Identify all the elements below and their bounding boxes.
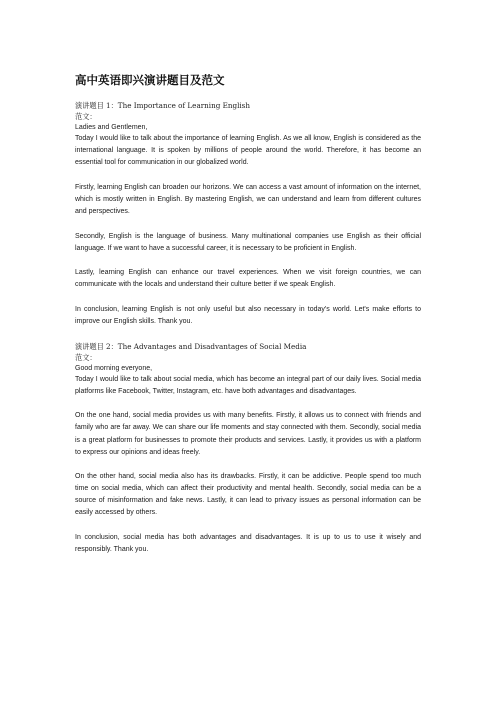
speech-heading: 演讲题目 1：The Importance of Learning English [75,101,250,110]
speech-greeting: Ladies and Gentlemen, [75,124,148,131]
speech-paragraph: Lastly, learning English can enhance our travel experiences. When we visit foreign countries, we can communicate with the locals and understand their culture better if we speak English. [75,269,421,289]
model-essay-label: 范文： [75,352,97,362]
speech-paragraph: In conclusion, social media has both advantages and disadvantages. It is up to us to use it wisely and responsibly. Thank you. [75,534,421,554]
speech-paragraph: Today I would like to talk about the importance of learning English. As we all know, English is considered as the international language. It is spoken by millions of people around the world. Therefore, it has become an essential tool for communication in our globalized world. [75,135,421,167]
document-page [75,72,421,569]
speech-section-2 [75,341,421,557]
speech-section-1 [75,100,421,328]
speech-paragraph: Firstly, learning English can broaden our horizons. We can access a vast amount of information on the internet, which is mostly written in English. By mastering English, we can understand and learn from different cultures and perspectives. [75,183,421,215]
document-title: 高中英语即兴演讲题目及范文 [75,73,225,87]
speech-paragraph: On the one hand, social media provides us with many benefits. Firstly, it allows us to connect with friends and family who are far away. We can share our life moments and stay connected with them. Secondly, social media is a great platform for businesses to promote their products and services. Lastly, it provides us with a platform to express our opinions and ideas freely. [75,412,421,456]
speech-paragraph: In conclusion, learning English is not only useful but also necessary in today's world. Let's make efforts to improve our English skills. Thank you. [75,305,421,326]
model-essay-label: 范文： [75,112,97,121]
speech-paragraph: On the other hand, social media also has its drawbacks. Firstly, it can be addictive. People spend too much time on social media, which can affect their productivity and mental health. Secondly, social media can be a source of misinformation and fake news. Lastly, it can lead to privacy issues as personal information can be easily accessed by others. [75,473,421,517]
speech-greeting: Good morning everyone, [75,364,153,372]
speech-paragraph: Secondly, English is the language of business. Many multinational companies use English as their official language. If we want to have a successful career, it is necessary to be proficient in English. [75,232,421,252]
speech-paragraph: Today I would like to talk about social media, which has become an integral part of our daily lives. Social media platforms like Facebook, Twitter, Instagram, etc. have both advantages and disadvantages. [75,375,421,395]
speech-heading: 演讲题目 2：The Advantages and Disadvantages of Social Media [75,341,307,351]
